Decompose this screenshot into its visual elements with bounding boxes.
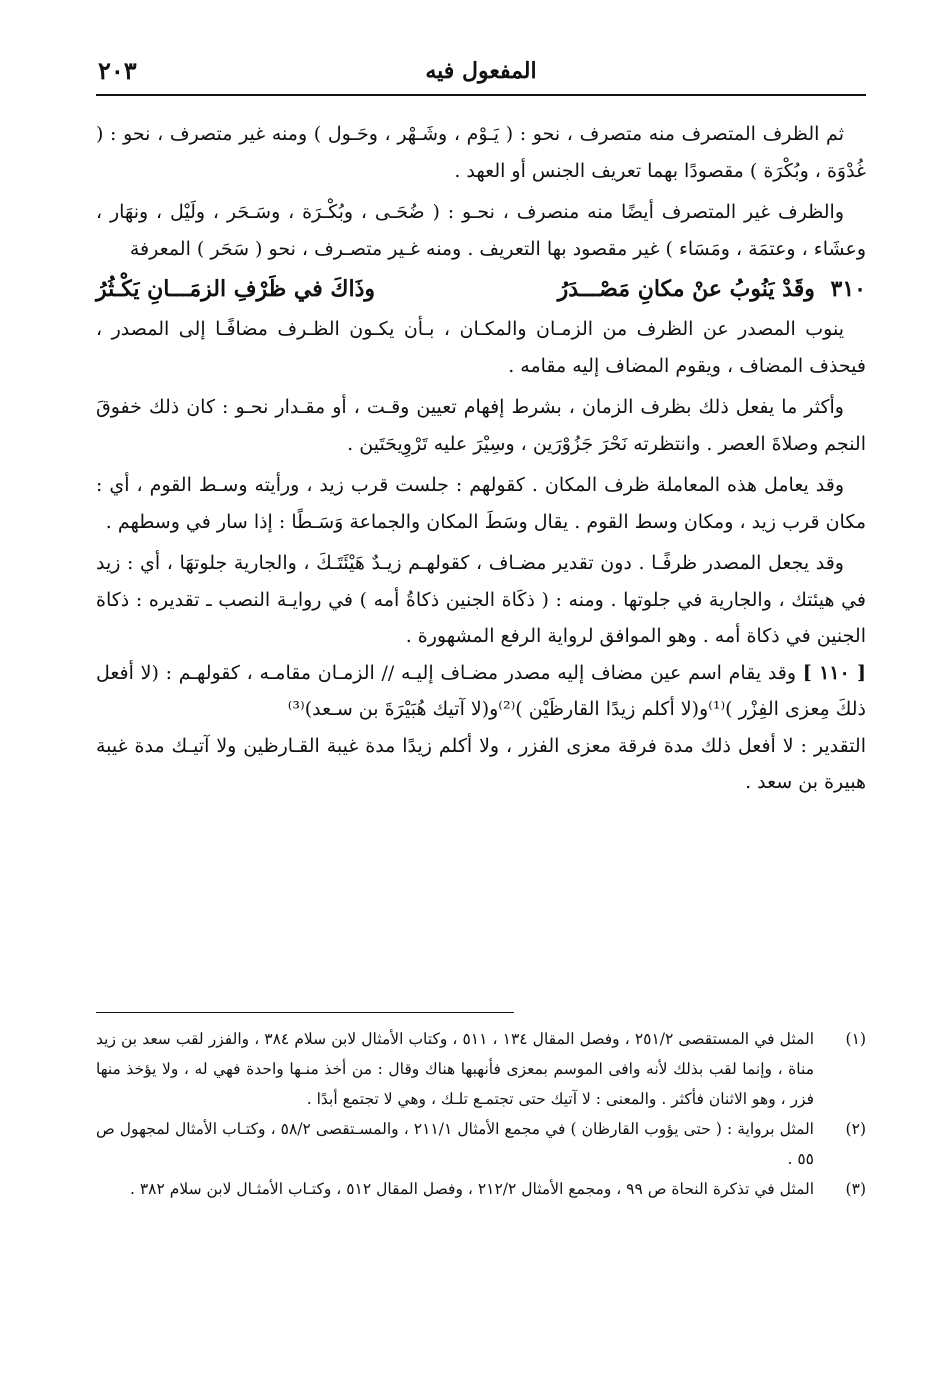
book-page [96,56,867,1198]
footnote-text: المثل في المستقصى ٢٥١/٢ ، وفصل المقال ١٣٤ ، ٥١١ ، وكتاب الأمثال لابن سلام ٣٨٤ ، والفزر لقب سعد بن زيد مناة ، وإنما لقب بذلك لأنه وافى الموسم بمعزى فأنهبها هناك وقال : من أخذ منـها واحدة فهي له ، ولا يؤخذ منها فزر ، وهو الاثنان فأكثر . والمعنى : لا آتيك حتى تجتمـع تلـك ، وهي لا تجتمع أبدًا . [96,1030,814,1108]
footnote-1 [96,1024,866,1114]
paragraph-1: ثم الظرف المتصرف منه متصرف ، نحو : ( يَـوْم ، وشَـهْر ، وحَـول ) ومنه غير متصرف ، نحو : ( غُدْوَة ، وبُكْرَة ) مقصودًا بهما تعريف الجنس أو العهد . [96,123,866,182]
running-title: المفعول فيه [425,58,537,84]
footnote-rule [96,1012,514,1013]
paragraph-7-text: وقد يقام اسم عين مضاف إليه مصدر مضـاف إليـه // الزمـان مقامـه ، كقولهـم : (لا أفعل ذلكَ مِعزى الفِزْر )⁽¹⁾و(لا أكلم زيدًا القارظَيْن )⁽²⁾و(لا آتيك هُبَيْرَةَ بن سـعد)⁽³⁾ [96,661,866,720]
verse-line [96,269,866,309]
page-number: ٢٠٣ [98,56,137,85]
footnote-text: المثل برواية : ( حتى يؤوب القارظان ) في مجمع الأمثال ٢١١/١ ، والمسـتقصى ٥٨/٢ ، وكتـاب الأمثال لمجهول ص ٥٥ . [96,1120,814,1168]
verse-second-half: وذَاكَ في ظَرْفِ الزمَـــانِ يَكْـثُرُ [96,276,376,302]
footnote-number: (١) [845,1030,866,1048]
paragraph-6: وقد يجعل المصدر ظرفًـا . دون تقدير مضـاف ، كقولهـم زيـدٌ هَيْئَتَـكَ ، والجارية جلوتهَا ، أي : زيد في هيئتك ، والجارية في جلوتها . ومنه : ( ذكَاة الجنين ذكاةُ أمه ) في روايـة النصب ـ تقديره : ذكاة الجنين في ذكاة أمه . وهو الموافق لرواية الرفع المشهورة . [96,552,866,647]
paragraph-7 [96,655,866,728]
verse-first-half: وقَدْ يَنُوبُ عنْ مكانِ مَصْـــدَرُ [557,276,815,302]
paragraph-4: وأكثر ما يفعل ذلك بظرف الزمان ، بشرط إفهام تعيين وقـت ، أو مقـدار نحـو : كان ذلك خفوقَ النجم وصلاةَ العصر . وانتظرته نَحْرَ جَزُوْرَين ، وسِيْرَ عليه تَرْوِيحَتَين . [96,396,866,455]
footnote-3 [96,1174,866,1204]
paragraph-2: والظرف غير المتصرف أيضًا منه منصرف ، نحـو : ( ضُحَـى ، وبُكْـرَة ، وسَـحَر ، ولَيْل ، ونهَار ، وعشَاء ، وعتمَة ، ومَسَاء ) غير مقصود بها التعريف . ومنه غـير متصـرف ، نحو ( سَحَر ) المعرفة [96,201,866,260]
header-rule [96,94,866,96]
footnote-number: (٢) [845,1120,866,1138]
paragraph-8: التقدير : لا أفعل ذلك مدة فرقة معزى الفزر ، ولا أكلم زيدًا مدة غيبة القـارظين ولا آتيـك مدة غيبة هبيرة بن سعد . [96,734,866,793]
manuscript-folio-marker: [ ١١٠ ] [802,661,867,684]
footnote-number: (٣) [845,1180,866,1198]
paragraph-3: ينوب المصدر عن الظرف من الزمـان والمكـان ، بـأن يكـون الظـرف مضافًـا إلى المصدر ، فيحذف المضاف ، ويقوم المضاف إليه مقامه . [96,318,866,377]
footnote-text: المثل في تذكرة النحاة ص ٩٩ ، ومجمع الأمثال ٢١٢/٢ ، وفصل المقال ٥١٢ ، وكتـاب الأمثـال لابن سلام ٣٨٢ . [129,1180,814,1198]
footnote-2 [96,1114,866,1174]
verse-first-half-group [558,269,866,309]
page-header [96,56,866,90]
paragraph-5: وقد يعامل هذه المعاملة ظرف المكان . كقولهم : جلست قرب زيد ، ورأيته وسـط القوم ، أي : مكان قرب زيد ، ومكان وسط القوم . يقال وسَطَ المكان والجماعة وَسَـطًا : إذا سار في وسطهم . [96,474,866,533]
footnotes [96,1024,866,1204]
main-text [96,116,866,801]
verse-number: ٣١٠ [830,276,866,302]
